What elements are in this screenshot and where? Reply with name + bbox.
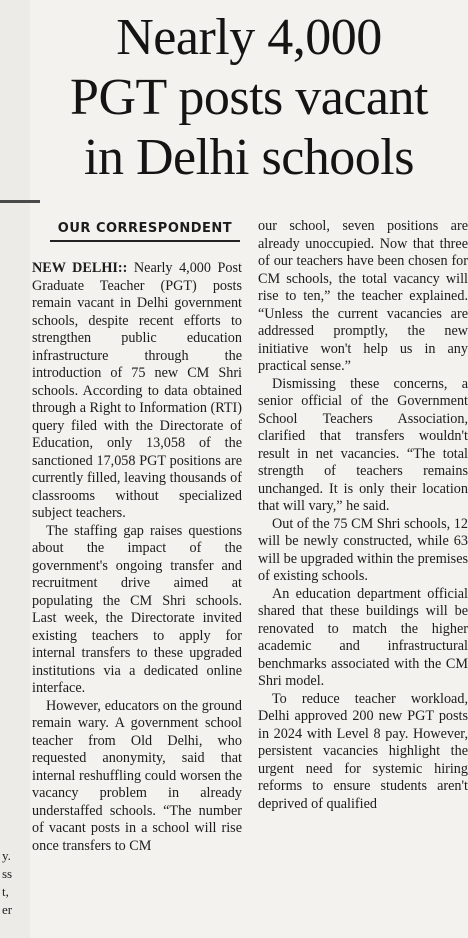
headline-line: PGT posts vacant (70, 69, 428, 126)
column-divider-rule (0, 200, 40, 203)
edge-text-fragment: er (2, 902, 13, 917)
edge-text-fragment: t, (2, 884, 9, 899)
adjacent-article-edge (0, 0, 30, 938)
headline-line: in Delhi schools (84, 129, 414, 186)
edge-text-fragment: ss (2, 866, 13, 881)
article-paragraph: The staffing gap raises questions about the impact of the government's ongoing transfer and recruitment drive aimed at populating the CM Shri schools. Last week, the Directorate invited existing teachers to apply for internal transfers to these upgraded institutions via a dedicated online interface. (32, 522, 242, 696)
article-paragraph: An education department official shared that these buildings will be renovated to match the higher academic and infrastructural benchmarks associated with the CM Shri model. (258, 585, 468, 689)
byline: OUR CORRESPONDENT (50, 218, 240, 242)
article-paragraph: To reduce teacher workload, Delhi approved 200 new PGT posts in 2024 with Level 8 pay. However, persistent vacancies highlight the urgent need for systemic hiring reforms to ensure students aren't deprived of qualified (258, 690, 468, 812)
article-column-left (32, 260, 242, 855)
article-paragraph: our school, seven positions are already unoccupied. Now that three of our teachers have been chosen for CM schools, the total vacancy will rise to ten,” the teacher explained. “Unless the current vacancies are addressed promptly, the new initiative won't help us in any practical sense.” (258, 218, 468, 374)
headline-line: Nearly 4,000 (116, 9, 382, 66)
article-paragraph: Out of the 75 CM Shri schools, 12 will be newly constructed, while 63 will be upgraded within the premises of existing schools. (258, 515, 468, 584)
article-paragraph: However, educators on the ground remain wary. A government school teacher from Old Delhi, who requested anonymity, said that internal reshuffling could worsen the vacancy problem in already understaffed schools. “The number of vacant posts in a school will rise once transfers to CM (32, 697, 242, 854)
article-paragraph: Dismissing these concerns, a senior official of the Government School Teachers Association, clarified that transfers wouldn't result in net vacancies. “The total strength of teachers remains unchanged. It is only their location that will vary,” he said. (258, 375, 468, 514)
edge-text-fragment: y. (2, 848, 11, 863)
article-column-right (258, 218, 468, 813)
paragraph-text: Nearly 4,000 Post Graduate Teacher (PGT) posts remain vacant in Delhi government schools, despite recent efforts to strengthen public education infrastructure through the introduction of 75 new CM Shri schools. According to data obtained through a Right to Information (RTI) query filed with the Directorate of Education, only 13,058 of the sanctioned 17,058 PGT positions are currently filled, leaving thousands of classrooms without specialized subject teachers. (32, 260, 242, 521)
headline (30, 8, 468, 188)
dateline: NEW DELHI:: (32, 260, 128, 276)
article-paragraph (32, 260, 242, 523)
